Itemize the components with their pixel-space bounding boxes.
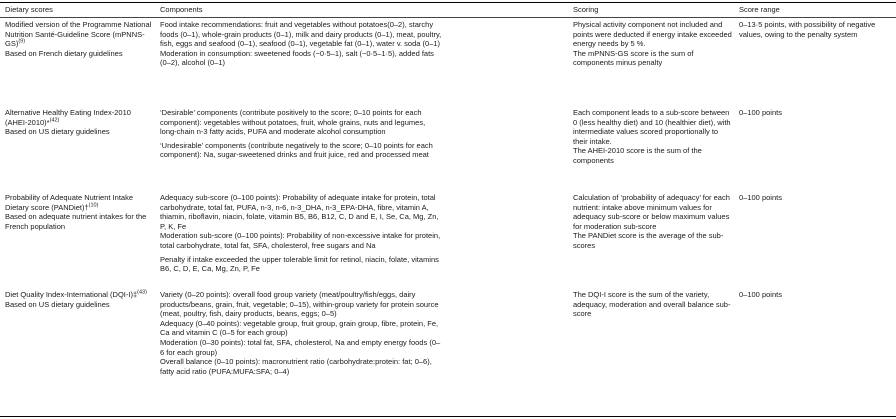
row-dqi-scoring: [573, 290, 733, 319]
score-reference: (10): [88, 202, 99, 209]
scoring-text: Physical activity component not included and points were deducted if energy intake exceeded energy needs by 5 %.: [573, 20, 732, 49]
score-basis: Based on French dietary guidelines: [5, 48, 123, 58]
score-basis: Based on adequate nutrient intakes for the French population: [5, 212, 147, 231]
scoring-text: The PANDiet score is the average of the sub-scores: [573, 231, 724, 250]
row-dqi-range: 0–100 points: [739, 290, 782, 299]
score-reference: (9): [18, 38, 26, 45]
row-mpnns-components: [160, 20, 442, 68]
component-text: ‘Desirable’ components (contribute positively to the score; 0–10 points for each component): vegetables without potatoes, fruit, whole grains, nuts and legumes, long-chain n-3 fatty acids, PUFA and moderate alcohol consumption: [160, 108, 426, 137]
row-pandiet-components: [160, 193, 442, 274]
header-scoring: Scoring: [573, 5, 599, 14]
scoring-text: Calculation of ‘probability of adequacy’ for each nutrient: intake above minimum values for adequacy sub-score or below maximum values for moderation sub-score: [573, 193, 730, 231]
scoring-text: The mPNNS-GS score is the sum of components minus penalty: [573, 48, 694, 68]
scoring-text: Each component leads to a sub-score between 0 (less healthy diet) and 10 (healthier diet), with intermediate values scored proportionally to their intake.: [573, 108, 731, 146]
scoring-text: The AHEI-2010 score is the sum of the components: [573, 146, 702, 165]
row-ahei-score: [5, 108, 155, 137]
header-score-range: Score range: [739, 5, 780, 14]
score-name: Probability of Adequate Nutrient Intake Dietary score (PANDiet)†: [5, 193, 133, 212]
component-text: Adequacy (0–40 points): vegetable group, fruit group, grain group, fibre, protein, Fe, Ca and vitamin C (0–5 for each group): [160, 318, 439, 338]
row-pandiet-score: [5, 193, 155, 231]
score-reference: (42): [49, 117, 60, 124]
score-name: Diet Quality Index-International (DQI-I)‡: [5, 290, 138, 299]
top-rule: [0, 2, 896, 3]
score-basis: Based on US dietary guidelines: [5, 299, 110, 309]
component-text-part: n-3, n-6, n-3_DHA, n-3_EPA-DHA, fibre, vitamin A, thiamin, riboflavin, niacin, folate, vitamin B: [160, 202, 429, 222]
row-ahei-components: [160, 108, 442, 160]
component-text-part: 5, B6, B12, C, D and E, I, Se, Ca, Mg, Zn, P, K, Fe: [160, 212, 439, 231]
header-dietary-scores: Dietary scores: [5, 5, 53, 14]
score-name: Alternative Healthy Eating Index-2010 (AHEI-2010)*: [5, 108, 131, 127]
row-mpnns-range: 0–13·5 points, with possibility of negative values, owing to the penalty system: [739, 20, 876, 39]
header-components: Components: [160, 5, 203, 14]
component-text: Food intake recommendations: fruit and vegetables without potatoes(0–2), starchy foods (0–1), whole-grain products (0–1), milk and dairy products (0–1), meat, poultry, fish, eggs and seafood (0–1), seafood (0–1), vegetable fat (0–1), water v. soda (0–1): [160, 20, 442, 49]
component-text: Variety (0–20 points): overall food group variety (meat/poultry/fish/eggs, dairy products/beans, grain, fruit, vegetable; 0–15), within-group variety for protein source (meat, poultry, fish, dairy products, beans, eggs; 0–5): [160, 290, 439, 319]
component-text: Penalty if intake exceeded the upper tolerable limit for retinol, niacin, folate, vitamins B6, C, D, E, Ca, Mg, Zn, P, Fe: [160, 254, 439, 274]
row-dqi-components: [160, 290, 442, 376]
row-ahei-range: 0–100 points: [739, 108, 782, 117]
component-text: Overall balance (0–10 points): macronutrient ratio (carbohydrate:protein: fat; 0–6), fatty acid ratio (PUFA:MUFA:SFA; 0–4): [160, 357, 432, 376]
score-basis: Based on US dietary guidelines: [5, 127, 110, 137]
row-pandiet-range: 0–100 points: [739, 193, 782, 202]
component-text: [160, 193, 442, 231]
component-text: ‘Undesirable’ components (contribute negatively to the score; 0–10 points for each component): Na, sugar-sweetened drinks and fruit juice, red and processed meat: [160, 140, 433, 160]
row-mpnns-score: [5, 20, 155, 58]
score-name: Modified version of the Programme National Nutrition Santé-Guideline Score (mPNNS-GS): [5, 20, 152, 49]
component-text: Moderation in consumption: sweetened foods (−0·5–1), salt (−0·5–1·5), added fats (0–2), alcohol (0–1): [160, 48, 434, 68]
header-rule: [0, 17, 896, 18]
component-text: Moderation (0–30 points): total fat, SFA, cholesterol, Na and empty energy foods (0–6 for each group): [160, 337, 441, 357]
row-pandiet-scoring: [573, 193, 733, 251]
row-ahei-scoring: [573, 108, 733, 166]
bottom-rule: [0, 416, 896, 417]
row-mpnns-scoring: [573, 20, 733, 68]
score-reference: (43): [137, 289, 147, 296]
component-text-part: Adequacy sub-score (0–100 points): Probability of adequate intake for protein, total carbohydrate, total fat, PUFA,: [160, 193, 436, 212]
component-text: Moderation sub-score (0–100 points): Probability of non-excessive intake for protein, total carbohydrate, total fat, SFA, cholesterol, free sugars and Na: [160, 231, 441, 250]
scoring-text: The DQI-I score is the sum of the variety, adequacy, moderation and overall balance sub-score: [573, 290, 731, 319]
row-dqi-score: [5, 290, 155, 309]
